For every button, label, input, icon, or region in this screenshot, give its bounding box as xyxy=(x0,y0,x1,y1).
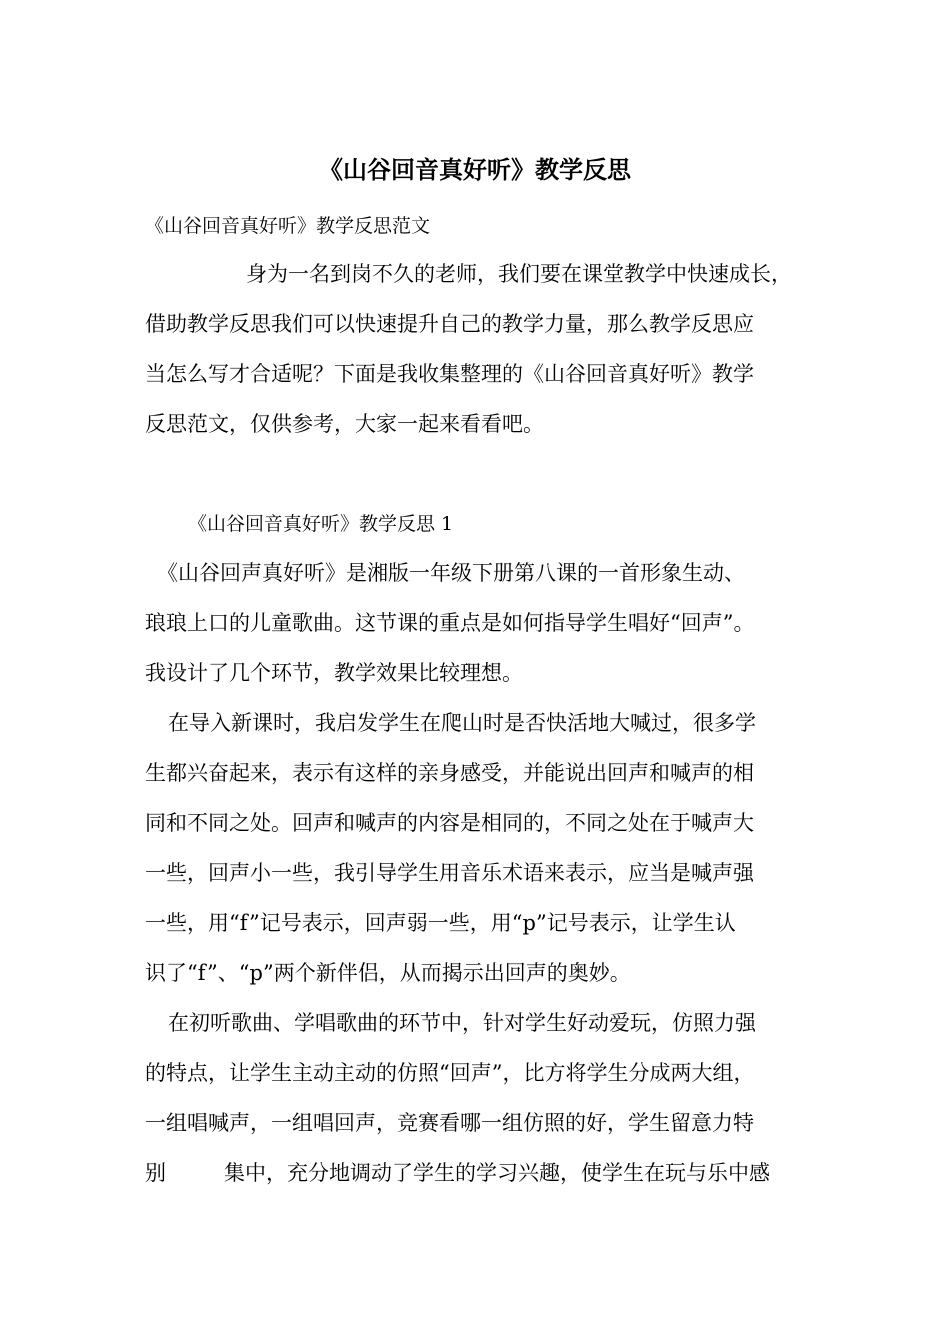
intro-line: 借助教学反思我们可以快速提升自己的教学力量，那么教学反思应 xyxy=(145,312,754,336)
intro-line: 反思范文，仅供参考，大家一起来看看吧。 xyxy=(145,412,544,436)
paragraph-line xyxy=(145,1157,770,1189)
paragraph-line: 一些，用“f”记号表示，回声弱一些，用“p”记号表示，让学生认 xyxy=(145,911,736,935)
document-title: 《山谷回音真好听》教学反思 xyxy=(319,156,631,184)
section-heading: 《山谷回音真好听》教学反思 1 xyxy=(188,513,454,535)
paragraph-line: 在导入新课时，我启发学生在爬山时是否快活地大喊过，很多学 xyxy=(168,711,756,735)
paragraph-line: 《山谷回声真好听》是湘版一年级下册第八课的一首形象生动、 xyxy=(157,561,745,585)
paragraph-line: 琅琅上口的儿童歌曲。这节课的重点是如何指导学生唱好“回声”。 xyxy=(145,611,755,635)
intro-line: 身为一名到岗不久的老师，我们要在课堂教学中快速成长， xyxy=(246,262,792,286)
paragraph-line: 的特点，让学生主动主动的仿照“回声”，比方将学生分成两大组， xyxy=(145,1061,755,1085)
paragraph-fragment: 集中，充分地调动了学生的学习兴趣，使学生在玩与乐中感 xyxy=(224,1161,770,1185)
intro-line: 当怎么写才合适呢？下面是我收集整理的《山谷回音真好听》教学 xyxy=(145,362,754,386)
paragraph-line: 生都兴奋起来，表示有这样的亲身感受，并能说出回声和喊声的相 xyxy=(145,761,754,785)
paragraph-line: 同和不同之处。回声和喊声的内容是相同的，不同之处在于喊声大 xyxy=(145,811,754,835)
paragraph-line: 识了“f”、“p”两个新伴侣，从而揭示出回声的奥妙。 xyxy=(145,961,631,985)
paragraph-fragment: 别 xyxy=(145,1161,166,1185)
paragraph-line: 一些，回声小一些，我引导学生用音乐术语来表示，应当是喊声强 xyxy=(145,861,754,885)
paragraph-line: 在初听歌曲、学唱歌曲的环节中，针对学生好动爱玩，仿照力强 xyxy=(168,1011,756,1035)
paragraph-line: 一组唱喊声，一组唱回声，竞赛看哪一组仿照的好，学生留意力特 xyxy=(145,1111,754,1135)
document-subtitle: 《山谷回音真好听》教学反思范文 xyxy=(145,215,431,237)
paragraph-line: 我设计了几个环节，教学效果比较理想。 xyxy=(145,661,523,685)
